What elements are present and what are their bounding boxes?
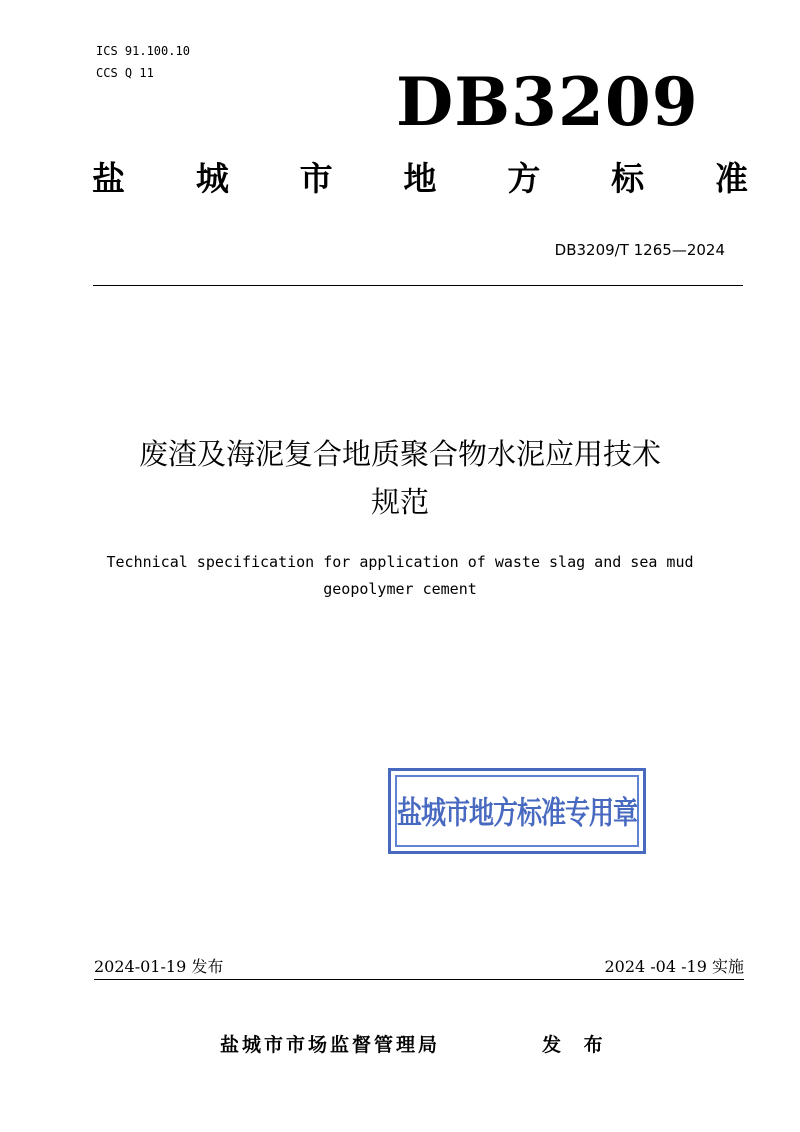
publish-date-block bbox=[94, 956, 223, 978]
implement-date: 2024 -04 -19 bbox=[604, 957, 707, 976]
footer-divider bbox=[94, 979, 744, 980]
standard-type-char: 标 bbox=[611, 158, 645, 198]
issuing-authority: 盐城市市场监督管理局 bbox=[220, 1034, 441, 1056]
classification-codes bbox=[96, 40, 190, 84]
chinese-title bbox=[70, 430, 730, 526]
standard-type-char: 城 bbox=[195, 158, 229, 198]
header-divider bbox=[93, 285, 743, 286]
issue-label: 发 布 bbox=[542, 1034, 611, 1056]
standard-type-char: 准 bbox=[714, 158, 748, 198]
english-title-line: Technical specification for application of waste slag and sea mud bbox=[106, 553, 694, 571]
implement-label: 实施 bbox=[711, 957, 744, 976]
standard-type-char: 市 bbox=[299, 158, 333, 198]
seal-text: 盐城市地方标准专用章 bbox=[396, 794, 637, 831]
implement-date-block bbox=[604, 956, 744, 978]
official-seal-stamp bbox=[388, 768, 646, 854]
ccs-code: CCS Q 11 bbox=[96, 66, 154, 80]
publish-label: 发布 bbox=[191, 957, 224, 976]
standard-type bbox=[92, 150, 748, 202]
standard-number: DB3209/T 1265—2024 bbox=[554, 241, 725, 259]
standard-type-char: 地 bbox=[403, 158, 437, 198]
standard-type-char: 方 bbox=[507, 158, 541, 198]
chinese-title-line: 规范 bbox=[370, 485, 429, 519]
chinese-title-line: 废渣及海泥复合地质聚合物水泥应用技术 bbox=[138, 437, 661, 471]
ics-code: ICS 91.100.10 bbox=[96, 44, 190, 58]
standard-type-char: 盐 bbox=[92, 158, 125, 198]
english-title-line: geopolymer cement bbox=[323, 580, 477, 598]
english-title bbox=[60, 549, 740, 603]
publish-date: 2024-01-19 bbox=[94, 957, 187, 976]
standard-code: DB3209 bbox=[396, 63, 699, 141]
date-row bbox=[94, 956, 744, 978]
